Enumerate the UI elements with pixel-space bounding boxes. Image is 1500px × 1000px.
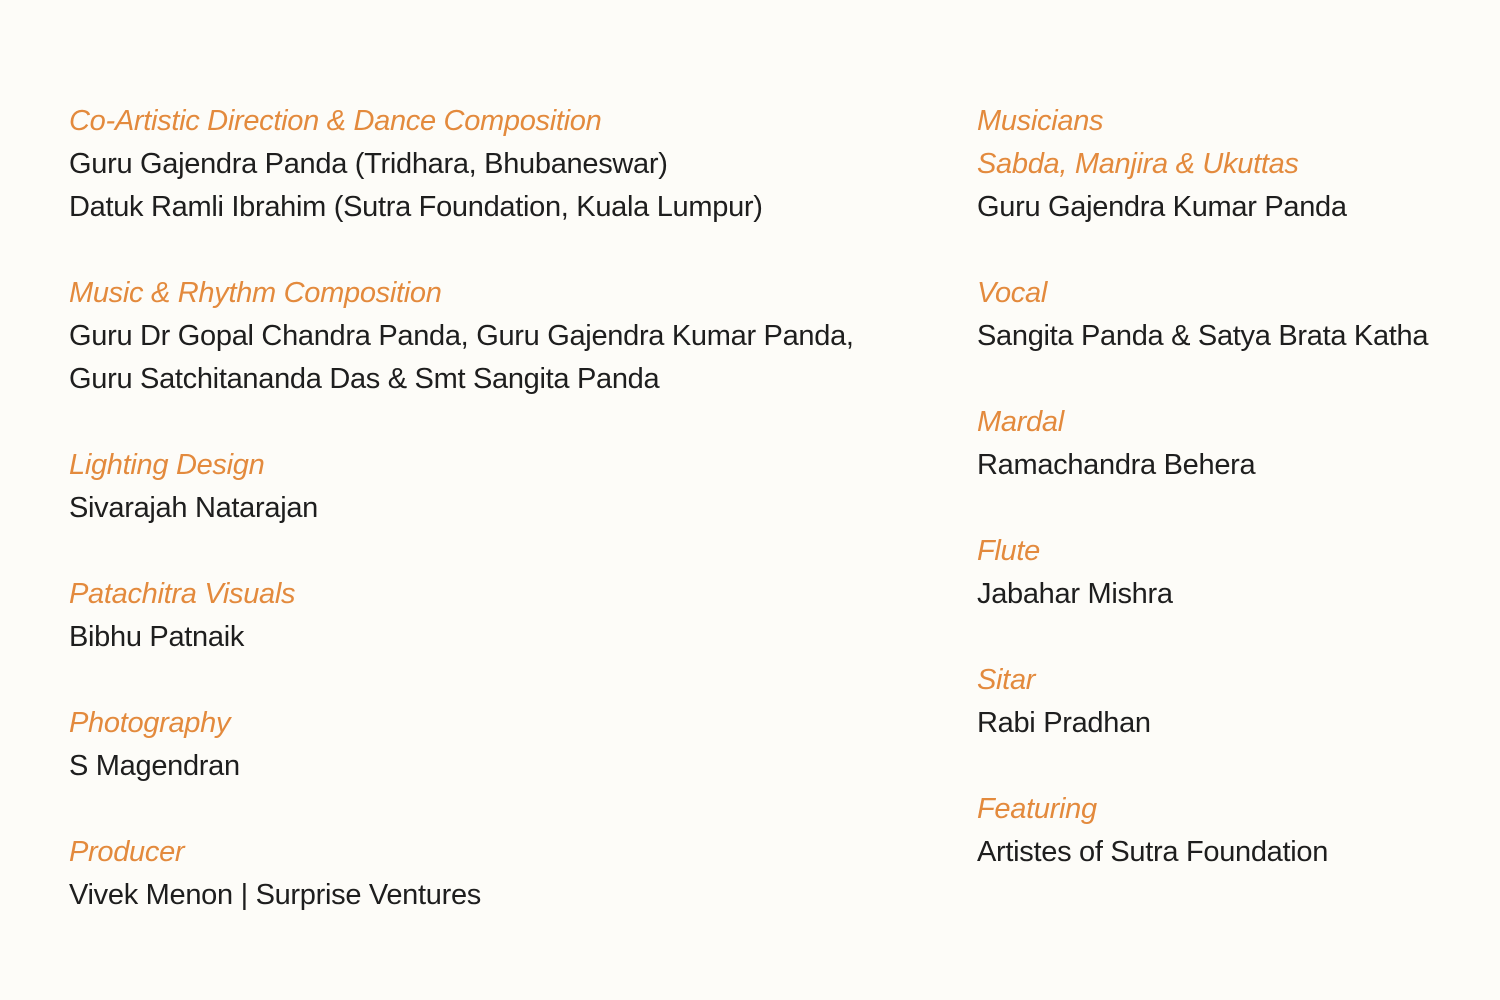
credit-name: Ramachandra Behera: [977, 449, 1256, 481]
role-title: Music & Rhythm Composition: [69, 277, 442, 309]
credit-name: Jabahar Mishra: [977, 578, 1173, 610]
role-title: Producer: [69, 836, 185, 868]
credit-name: Guru Satchitananda Das & Smt Sangita Panda: [69, 363, 660, 395]
credit-photography: [69, 702, 929, 788]
credits-right-column: [977, 100, 1477, 874]
credit-name: Vivek Menon | Surprise Ventures: [69, 879, 481, 911]
credit-lighting-design: [69, 444, 929, 530]
credit-music-rhythm-composition: [69, 272, 929, 401]
credit-flute: [977, 530, 1477, 616]
credit-sitar: [977, 659, 1477, 745]
credit-patachitra-visuals: [69, 573, 929, 659]
credit-vocal: [977, 272, 1477, 358]
credit-co-artistic-direction: [69, 100, 929, 229]
role-subtitle: Sabda, Manjira & Ukuttas: [977, 148, 1299, 180]
role-title: Sitar: [977, 664, 1036, 696]
credit-name: Guru Dr Gopal Chandra Panda, Guru Gajendra Kumar Panda,: [69, 320, 854, 352]
credit-name: Bibhu Patnaik: [69, 621, 245, 653]
credit-featuring: [977, 788, 1477, 874]
credit-name: Artistes of Sutra Foundation: [977, 836, 1329, 868]
role-title: Co-Artistic Direction & Dance Composition: [69, 105, 602, 137]
role-title: Vocal: [977, 277, 1047, 309]
role-title: Lighting Design: [69, 449, 265, 481]
credit-name: Guru Gajendra Kumar Panda: [977, 191, 1347, 223]
credits-left-column: [69, 100, 929, 917]
credit-producer: [69, 831, 929, 917]
role-title: Flute: [977, 535, 1040, 567]
credit-name: Guru Gajendra Panda (Tridhara, Bhubaneswar): [69, 148, 668, 180]
role-title: Featuring: [977, 793, 1097, 825]
role-title: Musicians: [977, 105, 1104, 137]
credit-name: Datuk Ramli Ibrahim (Sutra Foundation, Kuala Lumpur): [69, 191, 763, 223]
credit-mardal: [977, 401, 1477, 487]
credit-name: S Magendran: [69, 750, 240, 782]
role-title: Photography: [69, 707, 231, 739]
role-title: Patachitra Visuals: [69, 578, 296, 610]
credit-musicians: [977, 100, 1477, 229]
role-title: Mardal: [977, 406, 1064, 438]
credit-name: Sivarajah Natarajan: [69, 492, 318, 524]
credit-name: Sangita Panda & Satya Brata Katha: [977, 320, 1429, 352]
credit-name: Rabi Pradhan: [977, 707, 1151, 739]
